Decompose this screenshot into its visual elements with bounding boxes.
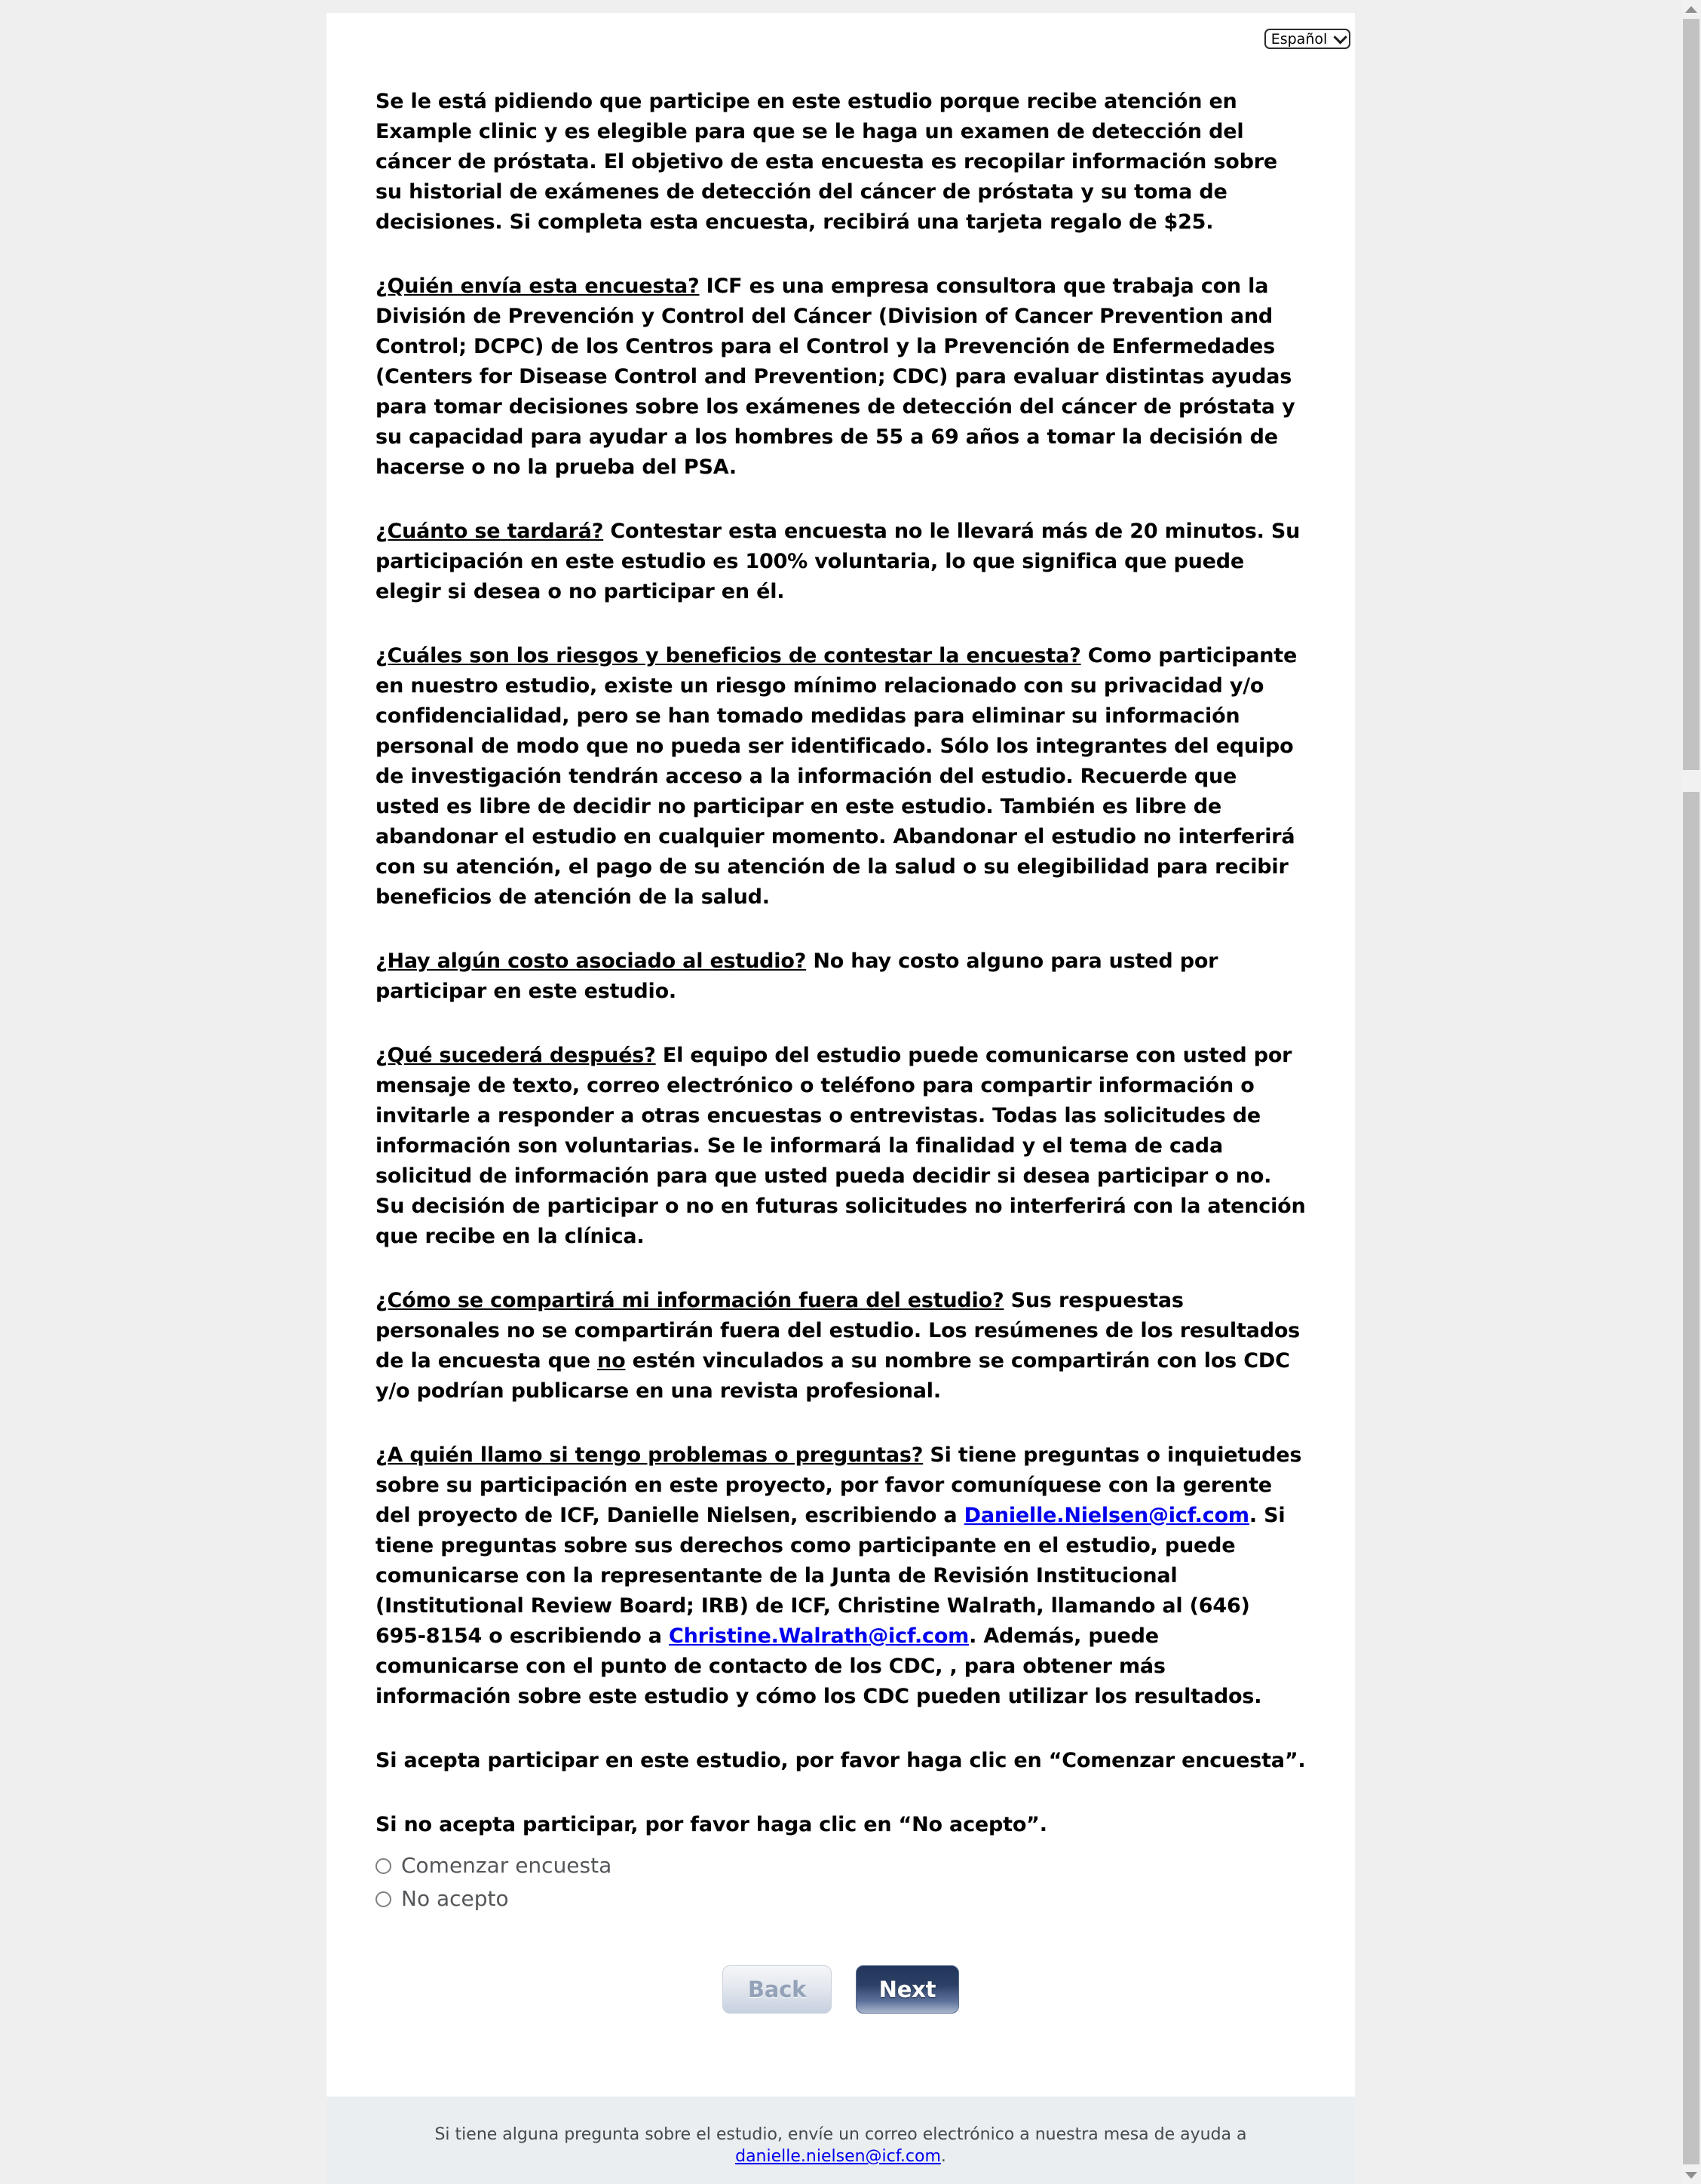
footer-period: . bbox=[940, 2147, 946, 2166]
paragraph-text: Si tiene preguntas o inquietudes sobre su participación en este proyecto, por favor comuníquese con la gerente del proyecto de ICF, Danielle Nielsen, escribiendo a bbox=[375, 1443, 1302, 1527]
paragraph-text: No hay costo alguno para usted por participar en este estudio. bbox=[375, 949, 1218, 1003]
scroll-down-icon bbox=[1685, 2172, 1697, 2179]
question-heading: ¿Qué sucederá después? bbox=[375, 1044, 656, 1067]
consent-paragraph bbox=[375, 1041, 1306, 1252]
radio-button-icon[interactable] bbox=[375, 1858, 391, 1874]
consent-paragraph bbox=[375, 87, 1306, 238]
paragraph-text: Sus respuestas personales no se compartirán fuera del estudio. Los resúmenes de los resultados de la encuesta que bbox=[375, 1289, 1301, 1373]
footer bbox=[326, 2097, 1355, 2184]
paragraph-text: Contestar esta encuesta no le llevará más de 20 minutos. Su participación en este estudio es 100% voluntaria, lo que significa que puede elegir si desea o no participar en él. bbox=[375, 520, 1301, 603]
next-button[interactable]: Next bbox=[856, 1965, 959, 2014]
language-select-value: Español bbox=[1270, 30, 1328, 48]
radio-option-label: Comenzar encuesta bbox=[401, 1853, 612, 1878]
paragraph-text: Si acepta participar en este estudio, por favor haga clic en “Comenzar encuesta”. bbox=[375, 1749, 1306, 1772]
consent-paragraph bbox=[375, 641, 1306, 913]
radio-option-group bbox=[375, 1849, 1306, 1916]
paragraph-text: estén vinculados a su nombre se compartirán con los CDC y/o podrían publicarse en una revista profesional. bbox=[375, 1349, 1290, 1403]
footer-help-text: Si tiene alguna pregunta sobre el estudio, envíe un correo electrónico a nuestra mesa de ayuda a bbox=[434, 2125, 1247, 2144]
paragraph-text: Como participante en nuestro estudio, existe un riesgo mínimo relacionado con su privacidad y/o confidencialidad, pero se han tomado medidas para eliminar su información personal de modo que no pueda ser identificado. Sólo los integrantes del equipo de investigación tendrán acceso a la información del estudio. Recuerde que usted es libre de decidir no participar en este estudio. También es libre de abandonar el estudio en cualquier momento. Abandonar el estudio no interferirá con su atención, el pago de su atención de la salud o su elegibilidad para recibir beneficios de atención de la salud. bbox=[375, 644, 1298, 909]
footer-email-link[interactable]: danielle.nielsen@icf.com bbox=[735, 2147, 941, 2166]
radio-option-0[interactable] bbox=[375, 1849, 1306, 1882]
survey-card bbox=[326, 13, 1355, 2097]
question-heading: ¿Quién envía esta encuesta? bbox=[375, 275, 700, 298]
scrollbar-thumb-upper[interactable] bbox=[1683, 19, 1699, 770]
radio-option-label: No acepto bbox=[401, 1886, 509, 1911]
consent-text bbox=[375, 87, 1306, 2014]
navigation-buttons bbox=[375, 1965, 1306, 2014]
paragraph-text: Si no acepta participar, por favor haga clic en “No acepto”. bbox=[375, 1813, 1047, 1836]
scrollbar[interactable] bbox=[1681, 0, 1701, 2184]
paragraph-text: ICF es una empresa consultora que trabaja con la División de Prevención y Control del Cáncer (Division of Cancer Prevention and Control; DCPC) de los Centros para el Control y la Prevención de Enfermedades (Centers for Disease Control and Prevention; CDC) para evaluar distintas ayudas para tomar decisiones sobre los exámenes de detección del cáncer de próstata y su capacidad para ayudar a los hombres de 55 a 69 años a tomar la decisión de hacerse o no la prueba del PSA. bbox=[375, 275, 1295, 479]
scroll-down-button[interactable] bbox=[1681, 2166, 1701, 2184]
consent-paragraph bbox=[375, 517, 1306, 607]
scroll-up-icon bbox=[1685, 6, 1697, 13]
question-heading: ¿A quién llamo si tengo problemas o preguntas? bbox=[375, 1443, 924, 1467]
consent-paragraph bbox=[375, 271, 1306, 483]
consent-paragraph bbox=[375, 1746, 1306, 1776]
paragraph-text: . Además, puede comunicarse con el punto de contacto de los CDC, , para obtener más información sobre este estudio y cómo los CDC pueden utilizar los resultados. bbox=[375, 1624, 1262, 1708]
back-button[interactable]: Back bbox=[722, 1965, 832, 2014]
consent-paragraph bbox=[375, 1286, 1306, 1406]
paragraph-text: El equipo del estudio puede comunicarse con usted por mensaje de texto, correo electrónico o teléfono para compartir información o invitarle a responder a otras encuestas o entrevistas. Todas las solicitudes de información son voluntarias. Se le informará la finalidad y el tema de cada solicitud de información para que usted pueda decidir si desea participar o no. Su decisión de participar o no en futuras solicitudes no interferirá con la atención que recibe en la clínica. bbox=[375, 1044, 1306, 1248]
question-heading: ¿Cómo se compartirá mi información fuera del estudio? bbox=[375, 1289, 1004, 1312]
radio-button-icon[interactable] bbox=[375, 1891, 391, 1907]
question-heading: ¿Cuánto se tardará? bbox=[375, 520, 604, 543]
email-link[interactable]: Christine.Walrath@icf.com bbox=[669, 1624, 970, 1648]
question-heading: ¿Hay algún costo asociado al estudio? bbox=[375, 949, 807, 973]
scrollbar-thumb-lower[interactable] bbox=[1683, 792, 1699, 2164]
consent-paragraph bbox=[375, 1810, 1306, 1840]
consent-paragraph bbox=[375, 1440, 1306, 1712]
consent-paragraphs bbox=[375, 87, 1306, 1840]
consent-paragraph bbox=[375, 946, 1306, 1007]
language-select[interactable] bbox=[1264, 29, 1350, 49]
paragraph-text: . Si tiene preguntas sobre sus derechos como participante en el estudio, puede comunicarse con la representante de la Junta de Revisión Institucional (Institutional Review Board; IRB) de ICF, Christine Walrath, llamando al (646) 695-8154 o escribiendo a bbox=[375, 1504, 1286, 1648]
question-heading: no bbox=[597, 1349, 626, 1373]
paragraph-text: Se le está pidiendo que participe en este estudio porque recibe atención en Example clinic y es elegible para que se le haga un examen de detección del cáncer de próstata. El objetivo de esta encuesta es recopilar información sobre su historial de exámenes de detección del cáncer de próstata y su toma de decisiones. Si completa esta encuesta, recibirá una tarjeta regalo de $25. bbox=[375, 90, 1277, 234]
question-heading: ¿Cuáles son los riesgos y beneficios de contestar la encuesta? bbox=[375, 644, 1081, 667]
scroll-up-button[interactable] bbox=[1681, 0, 1701, 18]
chevron-down-icon bbox=[1334, 30, 1347, 44]
email-link[interactable]: Danielle.Nielsen@icf.com bbox=[964, 1504, 1249, 1527]
radio-option-1[interactable] bbox=[375, 1882, 1306, 1916]
